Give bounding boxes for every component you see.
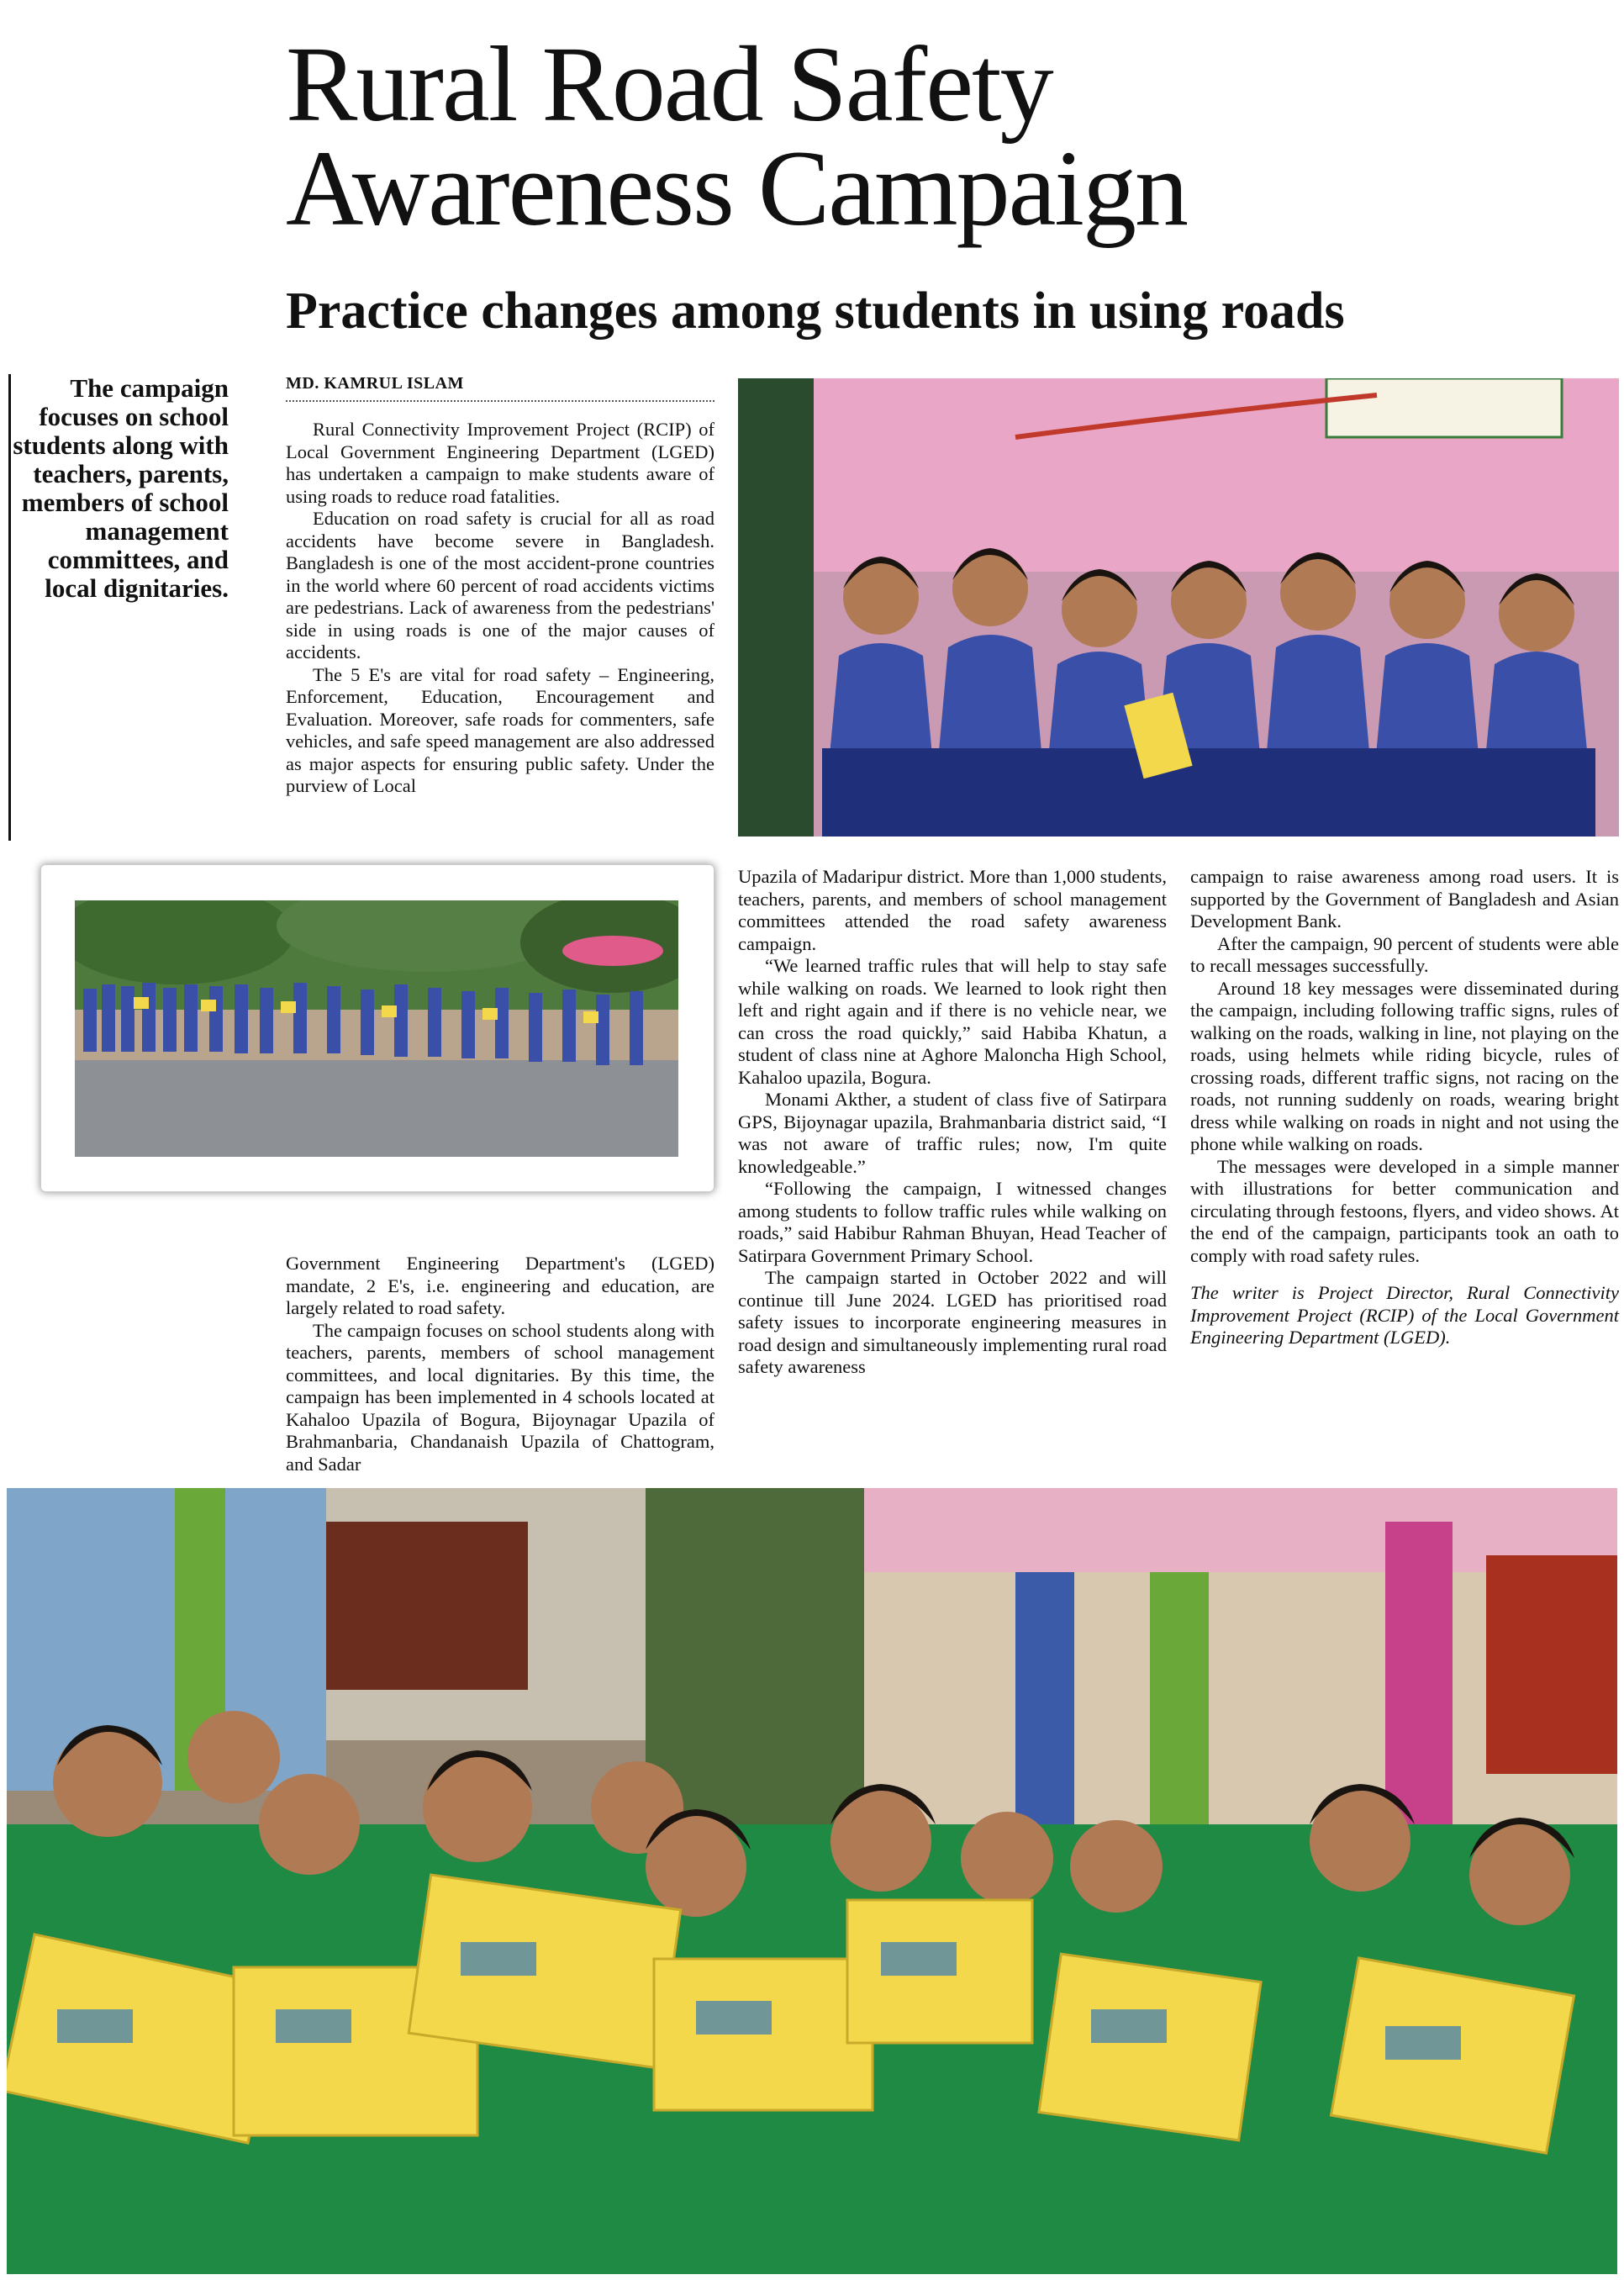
- writer-note: The writer is Project Director, Rural Connectivity Improvement Project (RCIP) of the Local Government Engineering Department (LGED).: [1190, 1282, 1619, 1348]
- paragraph: After the campaign, 90 percent of students were able to recall messages successfully.: [1190, 932, 1619, 976]
- paragraph: The campaign focuses on school students along with teachers, parents, members of school management committees, and local dignitaries. By this time, the campaign has been implemented in 4 schools located at Kahaloo Upazila of Bogura, Bijoynagar Upazila of Brahmanbaria, Chandanaish Upazila of Chattogram, and Sadar: [286, 1319, 714, 1475]
- photo-students-blue-uniforms: [738, 378, 1619, 837]
- paragraph: “Following the campaign, I witnessed changes among students to follow traffic rules while walking on roads,” said Habibur Rahman Bhuyan, Head Teacher of Satirpara Government Primary School.: [738, 1178, 1167, 1266]
- column-1-top: [286, 419, 714, 798]
- paragraph: campaign to raise awareness among road users. It is supported by the Government of Bangladesh and Asian Development Bank.: [1190, 866, 1619, 932]
- column-3: [1190, 866, 1619, 1349]
- article-title: [286, 24, 1547, 248]
- article-subtitle: Practice changes among students in using roads: [286, 282, 1345, 340]
- paragraph: Education on road safety is crucial for all as road accidents have become severe in Bangladesh. Bangladesh is one of the most accident-prone countries in the world where 60 percent of road accidents victims are pedestrians. Lack of awareness from the pedestrians' side in using roads is one of the major causes of accidents.: [286, 508, 714, 662]
- paragraph: “We learned traffic rules that will help to stay safe while walking on roads. We learned to look right then left and right again and if there is no vehicle near, we can cross the road quickly,” said Habiba Khatun, a student of class nine at Aghore Maloncha High School, Kahaloo upazila, Bogura.: [738, 955, 1167, 1088]
- photo-students-green-uniforms: [7, 1488, 1617, 2274]
- paragraph: Upazila of Madaripur district. More than 1,000 students, teachers, parents, and members of school management committees attended the road safety awareness campaign.: [738, 866, 1167, 954]
- title-line-1: Rural Road Safety: [286, 24, 1052, 144]
- byline: MD. KAMRUL ISLAM: [286, 374, 714, 402]
- inset-photo-frame: [40, 864, 714, 1192]
- photo-students-walking-line: [75, 900, 678, 1157]
- paragraph: Rural Connectivity Improvement Project (RCIP) of Local Government Engineering Department (LGED) has undertaken a campaign to make students aware of using roads to reduce road fatalities.: [286, 419, 714, 507]
- paragraph: Around 18 key messages were disseminated during the campaign, including following traffic signs, rules of walking on the roads, walking in line, not playing on the roads, using helmets while riding bicycle, rules of crossing roads, different traffic signs, not racing on the roads, not running suddenly on roads, wearing bright dress while walking on roads in night and not using the phone while walking on roads.: [1190, 977, 1619, 1154]
- paragraph: Government Engineering Department's (LGED) mandate, 2 E's, i.e. engineering and education, are largely related to road safety.: [286, 1253, 714, 1318]
- paragraph: Monami Akther, a student of class five of Satirpara GPS, Bijoynagar upazila, Brahmanbaria district said, “I was not aware of traffic rules; now, I'm quite knowledgeable.”: [738, 1089, 1167, 1177]
- column-2: [738, 866, 1167, 1379]
- paragraph: The campaign started in October 2022 and will continue till June 2024. LGED has prioritised road safety issues to incorporate engineering measures in road design and simultaneously implementing rural road safety awareness: [738, 1267, 1167, 1377]
- pull-quote: The campaign focuses on school students along with teachers, parents, members of school management committees, and local dignitaries.: [13, 373, 229, 603]
- paragraph: The 5 E's are vital for road safety – Engineering, Enforcement, Education, Encouragement and Evaluation. Moreover, safe roads for commenters, safe vehicles, and safe speed management are also addressed as major aspects for ensuring public safety. Under the purview of Local: [286, 663, 714, 796]
- title-line-2: Awareness Campaign: [286, 129, 1187, 248]
- paragraph: The messages were developed in a simple manner with illustrations for better communication and circulating through festoons, flyers, and video shows. At the end of the campaign, participants took an oath to comply with road safety rules.: [1190, 1155, 1619, 1266]
- column-1-bottom: [286, 1253, 714, 1475]
